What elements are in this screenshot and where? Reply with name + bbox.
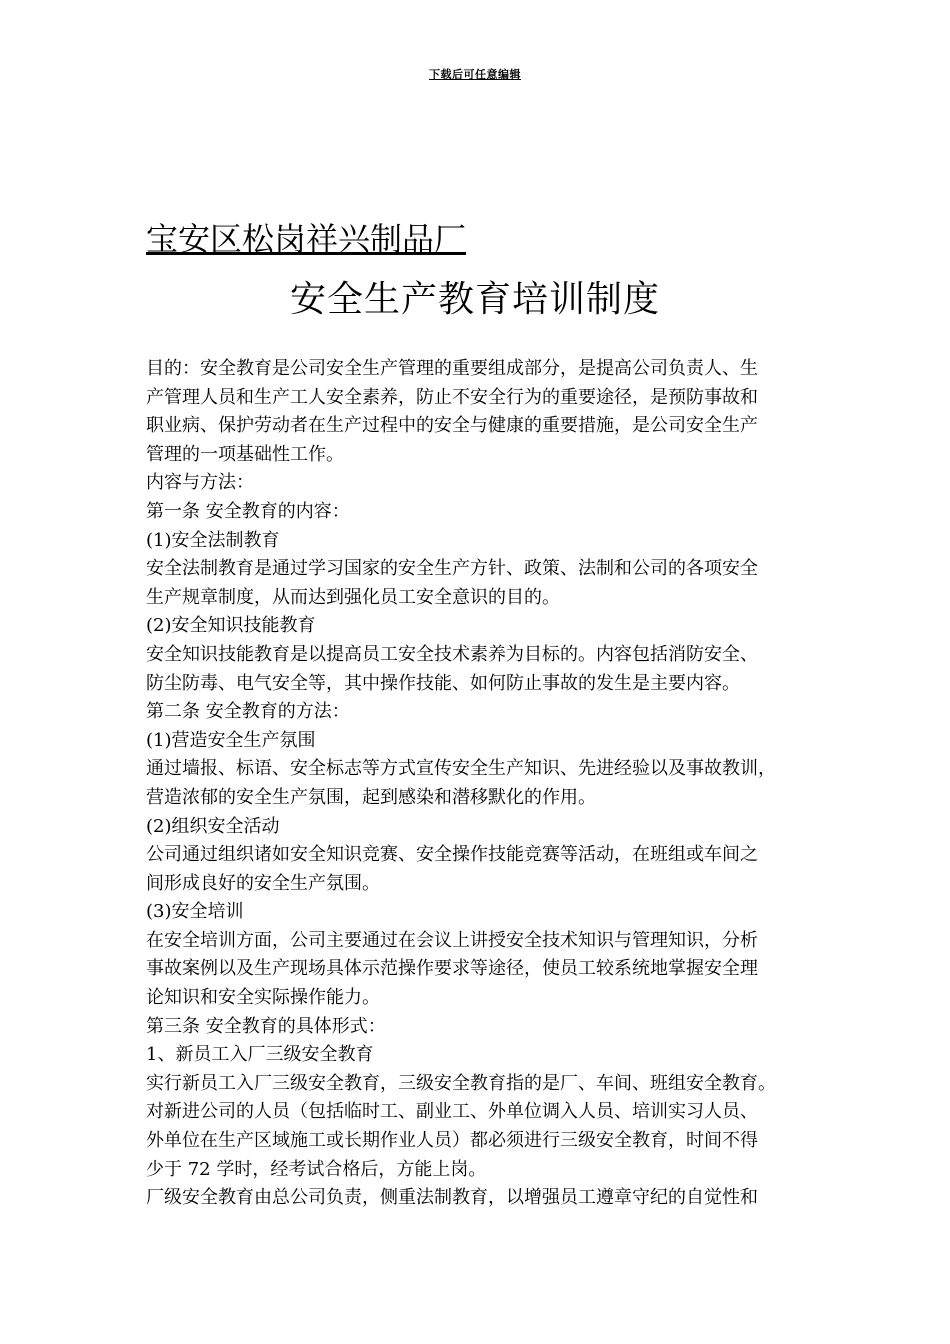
sub-heading: (1)营造安全生产氛围: [146, 729, 316, 751]
body-line: 实行新员工入厂三级安全教育，三级安全教育指的是厂、车间、班组安全教育。: [146, 1072, 776, 1094]
body-line: 厂级安全教育由总公司负责，侧重法制教育，以增强员工遵章守纪的自觉性和: [146, 1187, 758, 1209]
document-title: 安全生产教育培训制度: [289, 279, 660, 320]
body-line: 论知识和安全实际操作能力。: [146, 987, 380, 1009]
header-note: 下载后可任意编辑: [429, 68, 521, 81]
body-line: 在安全培训方面，公司主要通过在会议上讲授安全技术知识与管理知识，分析: [146, 929, 758, 951]
body-line: 产管理人员和生产工人安全素养，防止不安全行为的重要途径，是预防事故和: [146, 386, 758, 408]
body-line: 外单位在生产区域施工或长期作业人员）都必须进行三级安全教育，时间不得: [146, 1130, 758, 1152]
body-line: 防尘防毒、电气安全等，其中操作技能、如何防止事故的发生是主要内容。: [146, 672, 740, 694]
document-body: [146, 355, 806, 1213]
section-heading: 第三条 安全教育的具体形式：: [146, 1015, 386, 1037]
body-line: 间形成良好的安全生产氛围。: [146, 872, 380, 894]
body-line: 营造浓郁的安全生产氛围，起到感染和潜移默化的作用。: [146, 786, 596, 808]
body-line: 对新进公司的人员（包括临时工、副业工、外单位调入人员、培训实习人员、: [146, 1101, 758, 1123]
body-line: 职业病、保护劳动者在生产过程中的安全与健康的重要措施，是公司安全生产: [146, 415, 758, 437]
body-line: 管理的一项基础性工作。: [146, 443, 344, 465]
sub-heading: (2)组织安全活动: [146, 815, 280, 837]
body-line: 通过墙报、标语、安全标志等方式宣传安全生产知识、先进经验以及事故教训，: [146, 758, 776, 780]
body-line: 生产规章制度，从而达到强化员工安全意识的目的。: [146, 586, 560, 608]
section-heading: 第二条 安全教育的方法：: [146, 701, 350, 723]
sub-heading: 1、新员工入厂三级安全教育: [146, 1044, 374, 1066]
body-line: 安全知识技能教育是以提高员工安全技术素养为目标的。内容包括消防安全、: [146, 643, 758, 665]
sub-heading: (3)安全培训: [146, 901, 244, 923]
body-line: 安全法制教育是通过学习国家的安全生产方针、政策、法制和公司的各项安全: [146, 558, 758, 580]
body-line: 公司通过组织诸如安全知识竞赛、安全操作技能竞赛等活动，在班组或车间之: [146, 844, 758, 866]
body-line: 少于 72 学时，经考试合格后，方能上岗。: [146, 1158, 487, 1180]
section-heading: 第一条 安全教育的内容：: [146, 500, 350, 522]
sub-heading: (2)安全知识技能教育: [146, 615, 316, 637]
body-line: 内容与方法：: [146, 472, 254, 494]
sub-heading: (1)安全法制教育: [146, 529, 280, 551]
body-line: 目的：安全教育是公司安全生产管理的重要组成部分，是提高公司负责人、生: [146, 358, 758, 379]
body-line: 事故案例以及生产现场具体示范操作要求等途径，使员工较系统地掌握安全理: [146, 958, 758, 980]
company-name: 宝安区松岗祥兴制品厂: [146, 220, 467, 258]
